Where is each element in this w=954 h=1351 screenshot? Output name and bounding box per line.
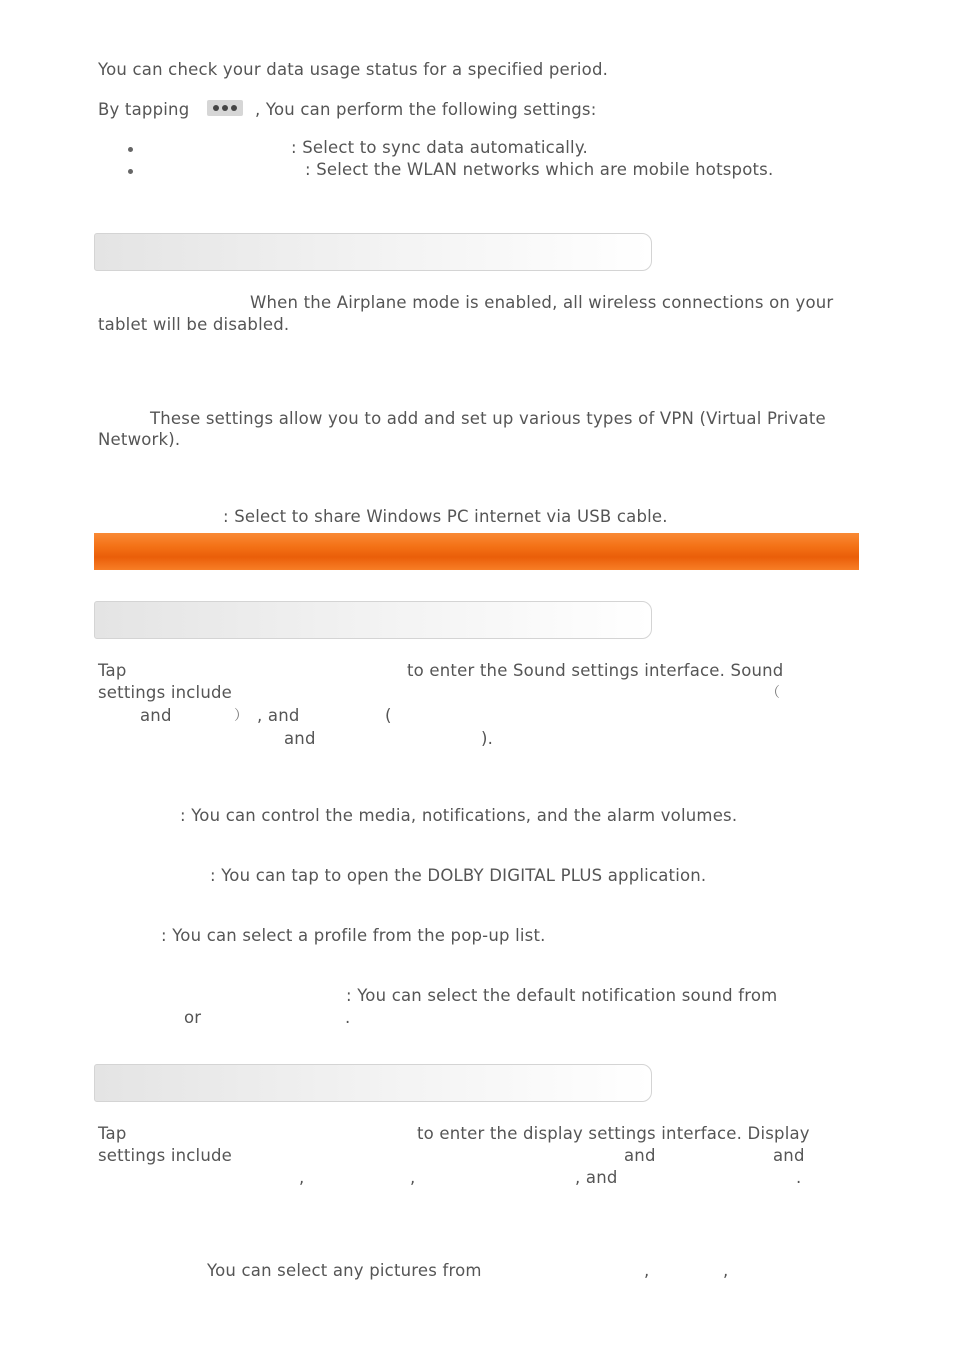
sound-paren-open-2: ( [385,706,392,725]
sound-paren-close: ） [234,708,249,724]
vpn-text-1: These settings allow you to add and set up various types of VPN (Virtual Private [150,409,826,428]
display-period: . [796,1168,802,1187]
usb-tethering-text: : Select to share Windows PC internet via USB cable. [223,507,668,526]
display-and-1: and [624,1146,656,1165]
display-comma-4: , [723,1261,729,1280]
bullet-dot [128,169,133,174]
sound-or: or [184,1008,202,1027]
display-settings-include: settings include [98,1146,233,1165]
sound-volumes-text: : You can control the media, notifications, and the alarm volumes. [180,806,738,825]
display-tap: Tap [98,1124,127,1143]
sound-comma-and: , and [257,706,300,725]
sound-dolby-text: : You can tap to open the DOLBY DIGITAL PLUS application. [210,866,707,885]
display-and-2: and [773,1146,805,1165]
section-heading-bar [94,1064,652,1102]
display-comma-3: , [644,1261,650,1280]
display-comma-2: , [410,1168,416,1187]
display-comma-1: , [299,1168,305,1187]
bullet-auto-sync: : Select to sync data automatically. [291,138,588,157]
sound-settings-include: settings include [98,683,233,702]
sound-intro: to enter the Sound settings interface. Sound [407,661,784,680]
sound-profile-text: : You can select a profile from the pop-up list. [161,926,546,945]
airplane-text-1: When the Airplane mode is enabled, all wireless connections on your [250,293,834,312]
bullet-dot [128,147,133,152]
tapping-text: By tapping [98,100,190,119]
chapter-header-bar [94,533,859,570]
data-usage-intro: You can check your data usage status for a specified period. [98,60,609,79]
sound-notification-text: : You can select the default notification sound from [346,986,778,1005]
sound-and-2: and [284,729,316,748]
sound-close: ). [481,729,494,748]
vpn-text-2: Network). [98,430,181,449]
sound-tap: Tap [98,661,127,680]
airplane-text-2: tablet will be disabled. [98,315,290,334]
bullet-mobile-hotspots: : Select the WLAN networks which are mobile hotspots. [305,160,774,179]
sound-period: . [345,1008,351,1027]
section-heading-bar [94,601,652,639]
display-wallpaper-text: You can select any pictures from [207,1261,482,1280]
sound-paren-open: （ [766,685,781,701]
section-heading-bar [94,233,652,271]
sound-and-1: and [140,706,172,725]
tapping-text-tail: , You can perform the following settings: [255,100,597,119]
display-comma-and: , and [575,1168,618,1187]
more-options-icon [207,100,243,116]
display-intro: to enter the display settings interface. Display [417,1124,810,1143]
